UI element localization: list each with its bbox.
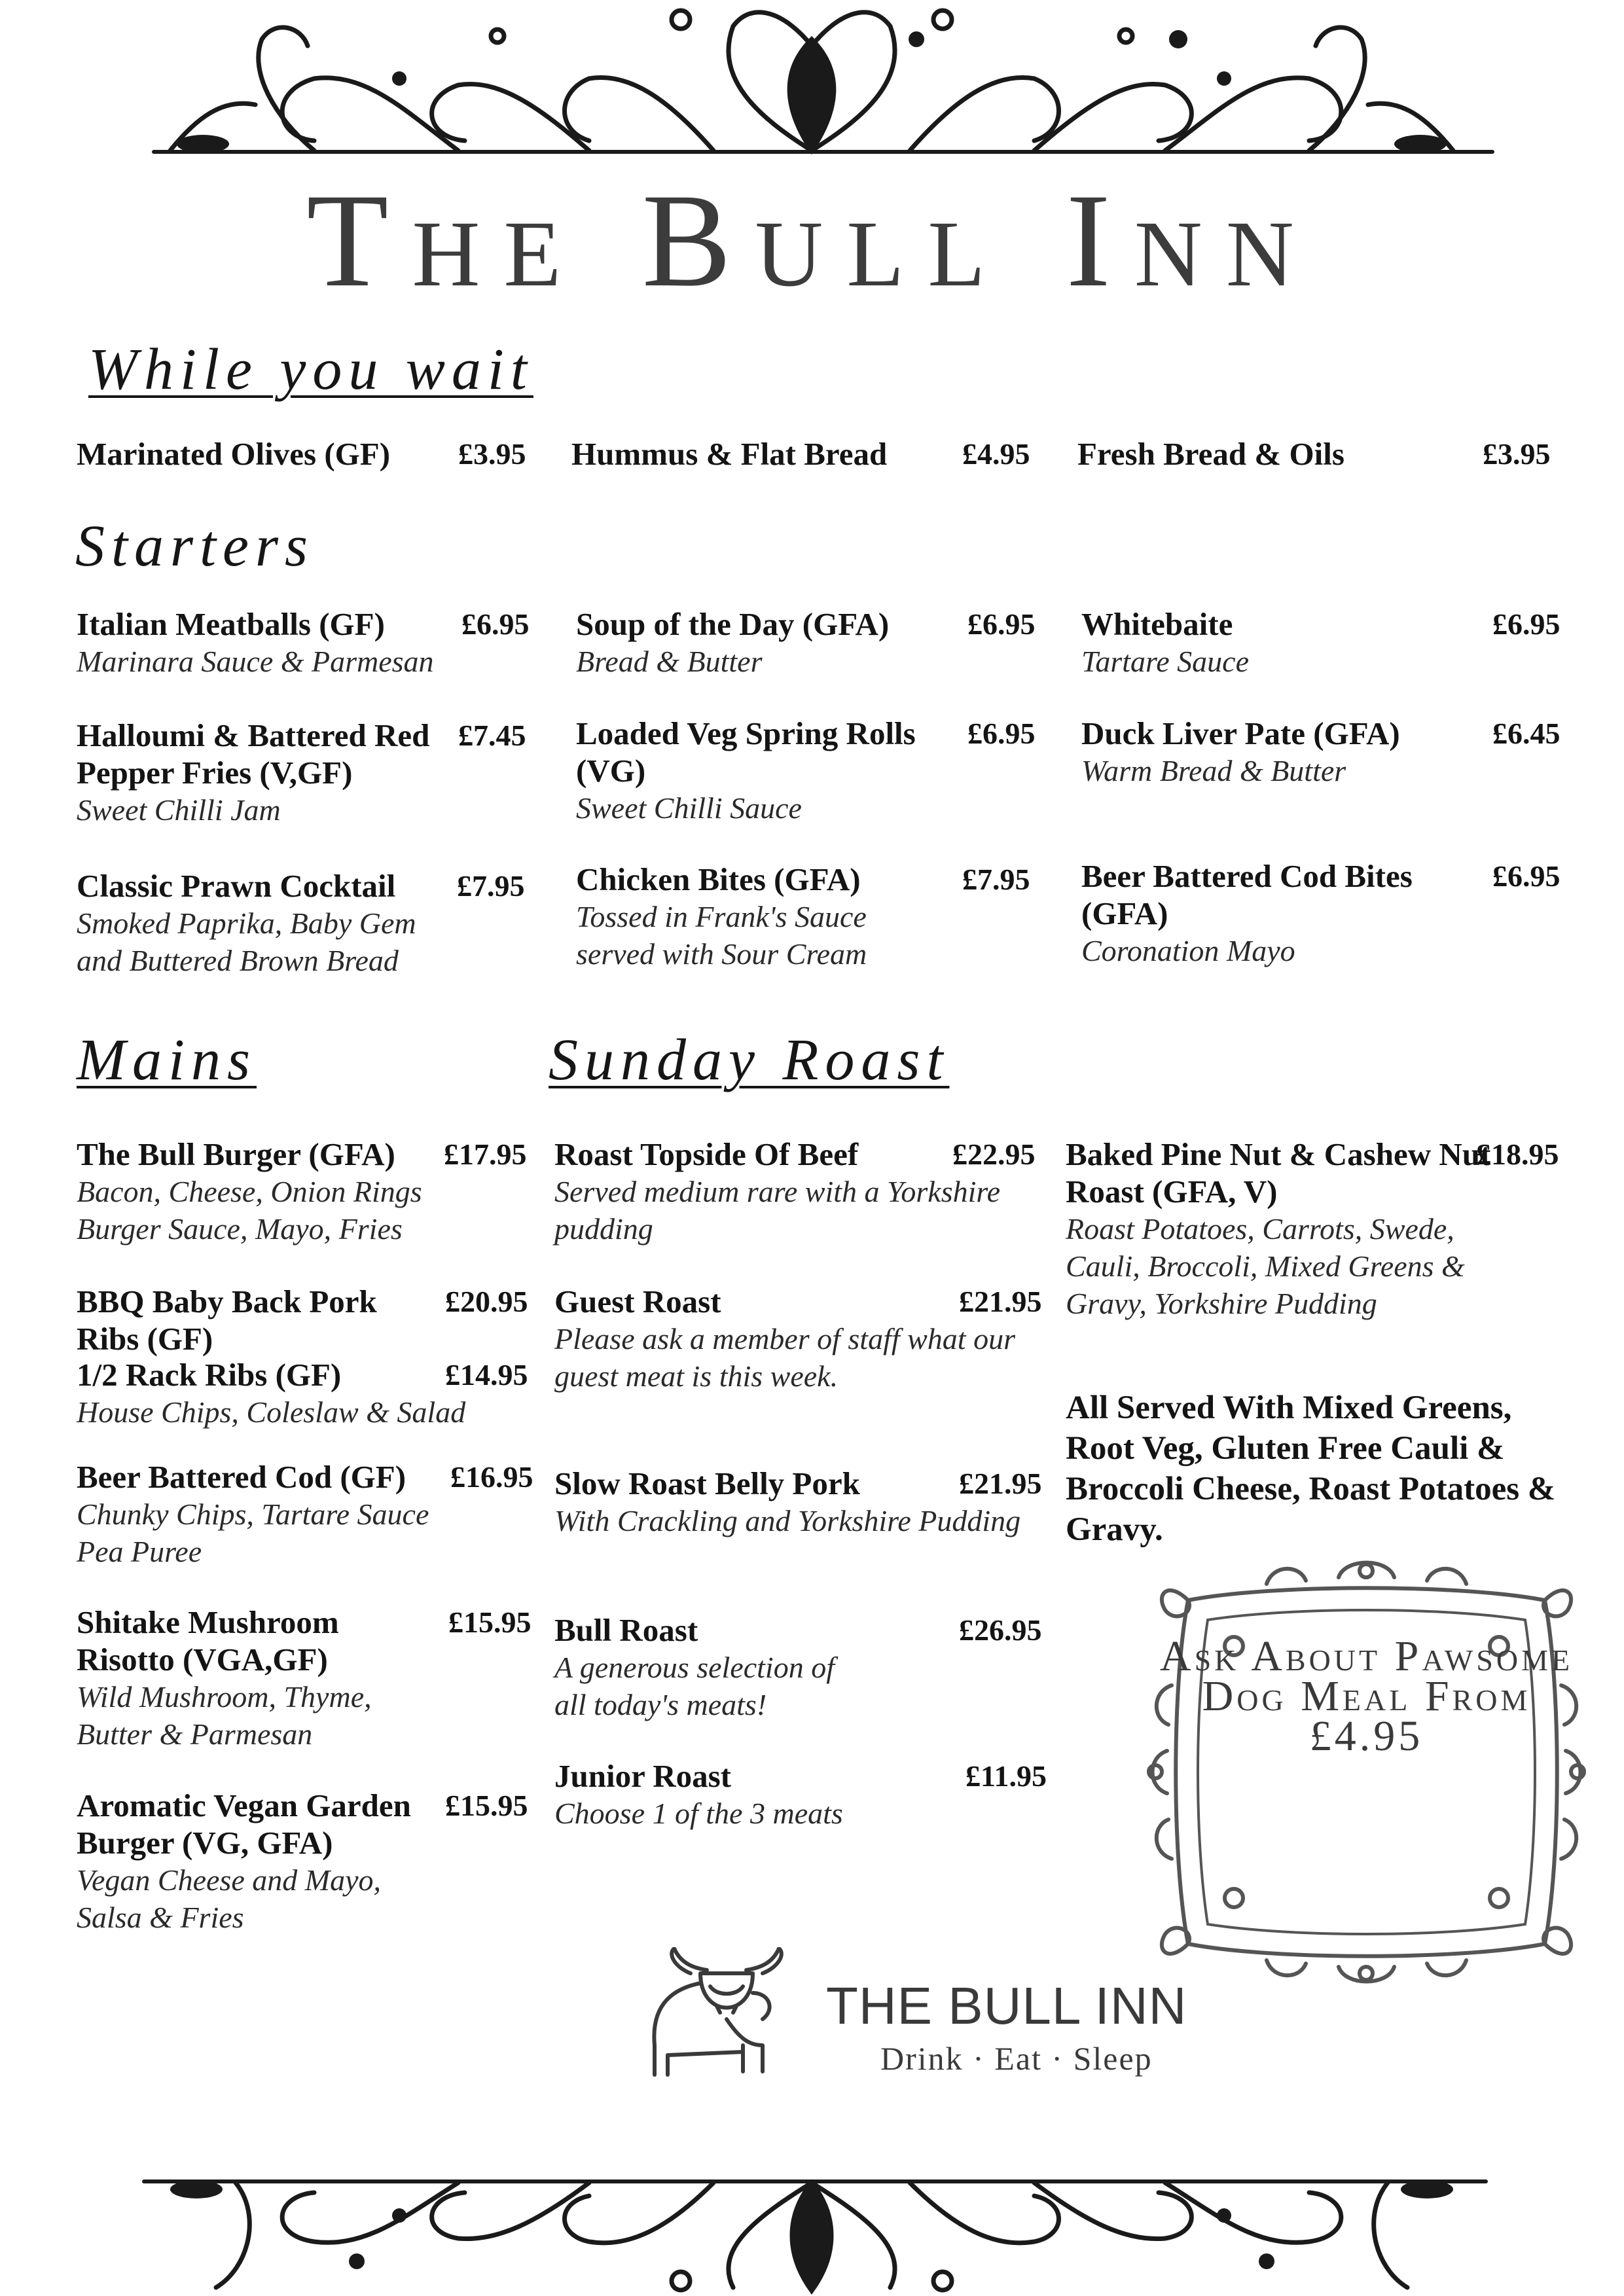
section-heading-while-you-wait: While you wait	[88, 337, 533, 402]
item-price: £4.95	[962, 437, 1030, 471]
item-name: Fresh Bread & Oils	[1077, 436, 1344, 472]
item-description: With Crackling and Yorkshire Pudding	[554, 1504, 1021, 1537]
item-price: £15.95	[445, 1789, 528, 1822]
item-price: £11.95	[965, 1759, 1047, 1793]
item-name: Junior Roast	[554, 1758, 732, 1794]
item-name: Marinated Olives (GF)	[77, 436, 391, 472]
item-name: Shitake Mushroom Risotto (VGA,GF)	[77, 1604, 339, 1677]
item-price: £17.95	[444, 1138, 527, 1171]
menu-item	[1066, 1136, 1524, 1322]
item-description: Tartare Sauce	[1081, 645, 1249, 678]
item-description: Chunky Chips, Tartare Sauce Pea Puree	[77, 1498, 429, 1568]
item-name: Classic Prawn Cocktail	[77, 868, 396, 904]
item-description: Wild Mushroom, Thyme, Butter & Parmesan	[77, 1680, 372, 1751]
item-name: 1/2 Rack Ribs (GF)	[77, 1357, 342, 1393]
item-price: £18.95	[1476, 1138, 1559, 1171]
menu-item	[77, 1136, 443, 1247]
item-name: Slow Roast Belly Pork	[554, 1465, 860, 1501]
item-name: BBQ Baby Back Pork Ribs (GF)	[77, 1283, 377, 1357]
menu-item	[1081, 857, 1435, 969]
item-name: Bull Roast	[554, 1612, 698, 1648]
item-price: £22.95	[952, 1138, 1036, 1171]
item-name: Aromatic Vegan Garden Burger (VG, GFA)	[77, 1787, 411, 1861]
item-name: Whitebaite	[1081, 606, 1233, 642]
item-description: Coronation Mayo	[1081, 934, 1295, 967]
page-title: The Bull Inn	[306, 166, 1318, 315]
logo-tagline: Drink · Eat · Sleep	[880, 2040, 1153, 2077]
item-price: £15.95	[448, 1605, 532, 1639]
item-price: £20.95	[445, 1285, 528, 1318]
item-name: Halloumi & Battered Red Pepper Fries (V,GF)	[77, 717, 430, 791]
menu-item	[576, 605, 943, 680]
floral-ornament-top	[0, 0, 1624, 157]
item-price: £6.95	[967, 607, 1036, 641]
menu-item	[1081, 605, 1448, 680]
item-price: £16.95	[450, 1460, 533, 1494]
item-price: £21.95	[959, 1285, 1042, 1318]
item-price: £3.95	[1483, 437, 1551, 471]
item-name: Beer Battered Cod (GF)	[77, 1459, 406, 1495]
menu-item	[576, 715, 943, 827]
menu-item	[77, 1458, 443, 1570]
item-price: £6.95	[1492, 607, 1561, 641]
menu-item	[77, 435, 390, 473]
menu-item	[77, 867, 443, 979]
item-name: Hummus & Flat Bread	[571, 436, 888, 472]
item-description: Bread & Butter	[576, 645, 763, 678]
item-description: Roast Potatoes, Carrots, Swede, Cauli, Broccoli, Mixed Greens & Gravy, Yorkshire Pudding	[1066, 1212, 1465, 1320]
item-description: Smoked Paprika, Baby Gem and Buttered Brown Bread	[77, 906, 416, 977]
item-price: £7.45	[458, 719, 526, 752]
ornate-frame	[1142, 1554, 1591, 1990]
menu-item	[571, 435, 887, 473]
menu-item	[554, 1611, 849, 1723]
item-description: House Chips, Coleslaw & Salad	[77, 1395, 466, 1429]
item-price: £7.95	[457, 869, 525, 903]
item-description: Vegan Cheese and Mayo, Salsa & Fries	[77, 1863, 381, 1934]
menu-item	[77, 1787, 443, 1936]
menu-item	[77, 1604, 417, 1753]
floral-ornament-bottom	[0, 2176, 1624, 2296]
item-price: £26.95	[959, 1613, 1042, 1647]
item-description: Warm Bread & Butter	[1081, 754, 1346, 787]
item-name: Baked Pine Nut & Cashew Nut Roast (GFA, V)	[1066, 1136, 1491, 1210]
item-price: £21.95	[959, 1467, 1042, 1500]
item-price: £6.95	[967, 717, 1036, 750]
item-price: £3.95	[458, 437, 526, 471]
item-name: Duck Liver Pate (GFA)	[1081, 715, 1400, 751]
item-description: Tossed in Frank's Sauce served with Sour Cream	[576, 900, 867, 971]
item-name: Roast Topside Of Beef	[554, 1136, 859, 1172]
item-name: Guest Roast	[554, 1283, 721, 1319]
menu-item	[554, 1136, 1013, 1247]
menu-item	[77, 717, 443, 829]
item-description: Please ask a member of staff what our guest meat is this week.	[554, 1322, 1015, 1393]
item-name: Loaded Veg Spring Rolls (VG)	[576, 715, 916, 789]
menu-item	[77, 605, 443, 680]
menu-item	[77, 1283, 417, 1357]
section-heading-sunday-roast: Sunday Roast	[549, 1028, 950, 1092]
item-name: The Bull Burger (GFA)	[77, 1136, 395, 1172]
section-heading-starters: Starters	[75, 514, 315, 579]
served-with-note: All Served With Mixed Greens, Root Veg, Gluten Free Cauli & Broccoli Cheese, Roast Potatoes & Gravy.	[1066, 1390, 1556, 1548]
item-description: Bacon, Cheese, Onion Rings Burger Sauce, Mayo, Fries	[77, 1175, 422, 1246]
item-name: Chicken Bites (GFA)	[576, 861, 861, 897]
item-description: Sweet Chilli Sauce	[576, 791, 802, 825]
menu-item	[1077, 435, 1344, 473]
item-name: Soup of the Day (GFA)	[576, 606, 890, 642]
item-description: Choose 1 of the 3 meats	[554, 1797, 843, 1830]
item-description: A generous selection of all today's meats!	[554, 1651, 835, 1721]
item-price: £7.95	[962, 863, 1030, 896]
item-price: £6.95	[1492, 859, 1561, 893]
section-heading-mains: Mains	[77, 1028, 257, 1092]
item-description: Sweet Chilli Jam	[77, 793, 281, 827]
item-name: Italian Meatballs (GF)	[77, 606, 385, 642]
dog-meal-promo: Ask About Pawsome Dog Meal From £4.95	[1159, 1632, 1574, 1760]
logo-wordmark: THE BULL INN	[826, 1977, 1187, 2035]
menu-item	[576, 861, 943, 973]
item-description: Marinara Sauce & Parmesan	[77, 645, 434, 678]
item-price: £6.45	[1492, 717, 1561, 750]
item-price: £6.95	[461, 607, 530, 641]
bull-logo-icon	[628, 1947, 825, 2078]
menu-item	[554, 1757, 947, 1832]
item-price: £14.95	[445, 1358, 528, 1391]
item-name: Beer Battered Cod Bites (GFA)	[1081, 858, 1413, 931]
menu-item	[1081, 715, 1448, 789]
item-description: Served medium rare with a Yorkshire pudding	[554, 1175, 1001, 1246]
